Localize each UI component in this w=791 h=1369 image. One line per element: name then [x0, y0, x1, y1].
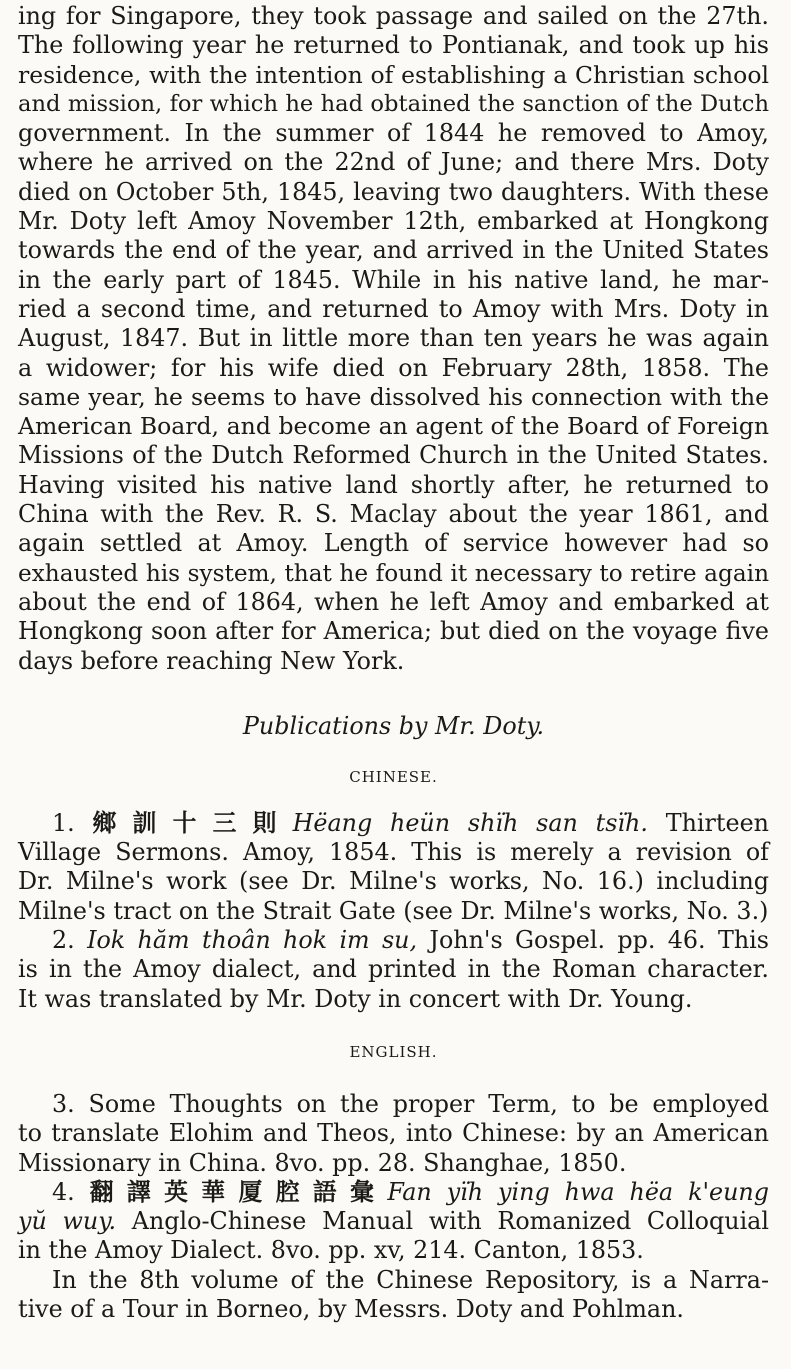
entry-number: 1. [52, 808, 75, 837]
text-line [18, 809, 769, 838]
text-line: tive of a Tour in Borneo, by Messrs. Doty and Pohlman. [18, 1294, 684, 1323]
text-fragment: Thirteen [665, 808, 769, 837]
text-line: where he arrived on the 22nd of June; and there Mrs. Doty [18, 148, 769, 177]
text-line [18, 1178, 769, 1207]
text-line: and mission, for which he had obtained the sanction of the Dutch [18, 90, 769, 117]
text-line: Having visited his native land shortly after, he returned to [18, 470, 769, 499]
entry-number: 4. [52, 1177, 75, 1206]
text-line: is in the Amoy dialect, and printed in the Roman character. [18, 955, 769, 984]
closing-paragraph [18, 1266, 769, 1325]
text-fragment: John's Gospel. pp. 46. This [429, 926, 769, 955]
text-line: again settled at Amoy. Length of service however had so [18, 529, 769, 558]
text-line: In the 8th volume of the Chinese Repository, is a Narra- [52, 1265, 769, 1294]
section-label-english: ENGLISH. [349, 1042, 438, 1061]
text-line: a widower; for his wife died on February 28th, 1858. The [18, 353, 769, 382]
text-line [18, 1090, 769, 1119]
text-line: Village Sermons. Amoy, 1854. This is merely a revision of [18, 838, 769, 867]
chinese-publications [18, 809, 769, 1014]
text-fragment: Anglo-Chinese Manual with Romanized Colloquial [131, 1207, 769, 1236]
text-line: to translate Elohim and Theos, into Chinese: by an American [18, 1119, 769, 1148]
text-line: towards the end of the year, and arrived in the United States [18, 236, 769, 265]
text-line: in the Amoy Dialect. 8vo. pp. xv, 214. Canton, 1853. [18, 1236, 644, 1265]
text-line: in the early part of 1845. While in his native land, he mar- [18, 265, 769, 294]
text-line: Milne's tract on the Strait Gate (see Dr. Milne's works, No. 3.) [18, 896, 769, 925]
text-line: It was translated by Mr. Doty in concert with Dr. Young. [18, 984, 693, 1013]
text-line: Missions of the Dutch Reformed Church in the United States. [18, 441, 769, 470]
text-line [18, 926, 769, 955]
text-line: The following year he returned to Pontianak, and took up his [18, 31, 769, 60]
romanized-title: Hëang heün shïh san tsïh. [292, 808, 648, 837]
text-line: died on October 5th, 1845, leaving two daughters. With these [18, 177, 769, 206]
text-line: days before reaching New York. [18, 646, 405, 675]
text-line: Hongkong soon after for America; but died on the voyage five [18, 617, 769, 646]
publication-entry-2 [18, 926, 769, 1014]
romanized-title: Fan yïh ying hwa hëa k'eung [387, 1177, 769, 1206]
romanized-title-cont: yŭ wuy. [18, 1207, 117, 1236]
text-line [18, 1207, 769, 1236]
entry-number: 3. [52, 1089, 75, 1118]
text-line: August, 1847. But in little more than ten years he was again [18, 324, 769, 353]
text-line: ing for Singapore, they took passage and sailed on the 27th. [18, 2, 769, 30]
entry-number: 2. [52, 926, 75, 955]
publication-entry-1 [18, 809, 769, 926]
text-line: exhausted his system, that he found it necessary to retire again [18, 559, 769, 587]
text-line: American Board, and become an agent of the Board of Foreign [18, 412, 769, 441]
text-line: Mr. Doty left Amoy November 12th, embarked at Hongkong [18, 207, 769, 236]
chinese-title: 鄉訓十三則 [92, 808, 293, 837]
publication-entry-3 [18, 1090, 769, 1178]
chinese-title: 翻譯英華厦腔語彙 [89, 1177, 388, 1206]
text-line: ried a second time, and returned to Amoy with Mrs. Doty in [18, 294, 769, 323]
text-line: residence, with the intention of establishing a Christian school [18, 60, 769, 89]
text-fragment: Some Thoughts on the proper Term, to be employed [88, 1089, 769, 1118]
text-line: Missionary in China. 8vo. pp. 28. Shanghae, 1850. [18, 1148, 627, 1177]
publications-heading: Publications by Mr. Doty. [242, 711, 545, 740]
romanized-title: Iok hăm thoân hok im su, [87, 926, 418, 955]
publication-entry-4 [18, 1178, 769, 1266]
section-label-chinese: CHINESE. [349, 767, 438, 786]
english-publications [18, 1090, 769, 1324]
text-line: Dr. Milne's work (see Dr. Milne's works, No. 16.) including [18, 867, 769, 896]
text-line: same year, he seems to have dissolved his connection with the [18, 382, 769, 411]
text-line: China with the Rev. R. S. Maclay about the year 1861, and [18, 500, 769, 529]
text-line: government. In the summer of 1844 he removed to Amoy, [18, 119, 769, 148]
biography-paragraph [18, 2, 769, 676]
text-line: about the end of 1864, when he left Amoy and embarked at [18, 587, 769, 616]
